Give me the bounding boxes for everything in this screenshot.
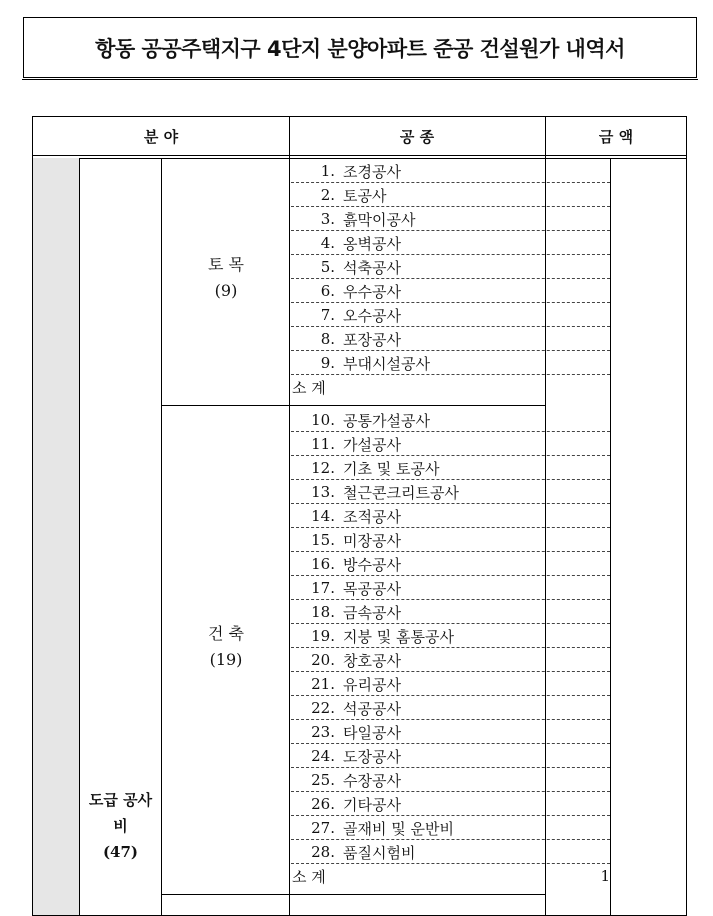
header-work-type: 공 종 <box>399 127 435 146</box>
item-number: 14. <box>311 507 335 525</box>
item-name: 수장공사 <box>343 771 401 790</box>
root-category-count: (47) <box>102 843 139 861</box>
subtotal-label: 소 계 <box>292 867 326 886</box>
item-number: 26. <box>311 795 335 813</box>
table-row <box>291 327 541 351</box>
group-name: 토 목 <box>208 255 244 274</box>
col-divider-amount-inner <box>610 158 611 915</box>
table-row <box>291 408 541 432</box>
table-row <box>291 456 541 480</box>
header-field: 분 야 <box>143 127 179 146</box>
header-amount: 금 액 <box>598 127 634 146</box>
root-category-line1: 도급 공사 <box>88 791 153 809</box>
item-name: 목공공사 <box>343 579 401 598</box>
table-row <box>291 576 541 600</box>
item-name: 조적공사 <box>343 507 401 526</box>
item-name: 미장공사 <box>343 531 401 550</box>
root-category-line2: 비 <box>113 817 128 835</box>
item-name: 흙막이공사 <box>343 210 416 229</box>
table-row <box>291 744 541 768</box>
item-number: 17. <box>311 579 335 597</box>
shaded-column <box>33 158 79 915</box>
table-row <box>291 792 541 816</box>
table-row <box>291 768 541 792</box>
group-count: (9) <box>214 281 238 300</box>
table-row <box>291 351 541 375</box>
item-name: 조경공사 <box>343 162 401 181</box>
header-divider <box>33 155 686 156</box>
title-box <box>23 17 697 78</box>
item-number: 13. <box>311 483 335 501</box>
item-name: 방수공사 <box>343 555 401 574</box>
item-name: 품질시험비 <box>343 843 416 862</box>
item-number: 1. <box>320 162 335 180</box>
item-number: 5. <box>320 258 335 276</box>
group-divider <box>161 405 545 406</box>
subtotal-amount <box>544 375 610 399</box>
root-category <box>79 787 162 865</box>
item-name: 금속공사 <box>343 603 401 622</box>
item-number: 20. <box>311 651 335 669</box>
item-name: 유리공사 <box>343 675 401 694</box>
item-name: 지붕 및 홈통공사 <box>343 627 454 646</box>
item-number: 18. <box>311 603 335 621</box>
item-number: 19. <box>311 627 335 645</box>
group-count: (19) <box>209 650 243 669</box>
table-row <box>291 480 541 504</box>
item-name: 포장공사 <box>343 330 401 349</box>
table-row <box>291 183 541 207</box>
item-number: 6. <box>320 282 335 300</box>
item-number: 25. <box>311 771 335 789</box>
item-name: 창호공사 <box>343 651 401 670</box>
table-row <box>291 648 541 672</box>
group-label <box>161 621 291 673</box>
item-number: 9. <box>320 354 335 372</box>
item-name: 가설공사 <box>343 435 401 454</box>
item-number: 22. <box>311 699 335 717</box>
item-name: 토공사 <box>343 186 387 205</box>
table-row <box>291 255 541 279</box>
item-name: 공통가설공사 <box>343 411 430 430</box>
item-number: 8. <box>320 330 335 348</box>
subtotal-label: 소 계 <box>292 378 326 397</box>
item-number: 11. <box>311 435 335 453</box>
item-name: 우수공사 <box>343 282 401 301</box>
col-divider-amount <box>545 117 546 915</box>
item-number: 2. <box>320 186 335 204</box>
item-number: 7. <box>320 306 335 324</box>
table-row <box>291 279 541 303</box>
item-number: 21. <box>311 675 335 693</box>
item-number: 28. <box>311 843 335 861</box>
item-number: 24. <box>311 747 335 765</box>
table-row <box>291 672 541 696</box>
table-row <box>291 624 541 648</box>
item-number: 27. <box>311 819 335 837</box>
cost-table <box>32 116 687 916</box>
subtotal-amount: 1 <box>600 867 610 885</box>
group-name: 건 축 <box>208 624 244 643</box>
table-row <box>291 600 541 624</box>
item-number: 12. <box>311 459 335 477</box>
item-number: 4. <box>320 234 335 252</box>
page-title: 항동 공공주택지구 4단지 분양아파트 준공 건설원가 내역서 <box>95 36 625 61</box>
item-name: 타일공사 <box>343 723 401 742</box>
item-number: 10. <box>311 411 335 429</box>
table-row <box>291 552 541 576</box>
item-name: 도장공사 <box>343 747 401 766</box>
item-name: 기초 및 토공사 <box>343 459 440 478</box>
item-number: 15. <box>311 531 335 549</box>
item-number: 16. <box>311 555 335 573</box>
item-name: 석축공사 <box>343 258 401 277</box>
table-row <box>291 504 541 528</box>
table-row <box>291 840 541 864</box>
item-name: 석공공사 <box>343 699 401 718</box>
table-row <box>291 303 541 327</box>
table-row <box>291 696 541 720</box>
table-row <box>291 432 541 456</box>
table-row <box>291 528 541 552</box>
item-name: 부대시설공사 <box>343 354 430 373</box>
item-name: 오수공사 <box>343 306 401 325</box>
table-row <box>291 207 541 231</box>
item-number: 3. <box>320 210 335 228</box>
table-row <box>291 159 541 183</box>
item-name: 골재비 및 운반비 <box>343 819 454 838</box>
item-name: 옹벽공사 <box>343 234 401 253</box>
table-row <box>291 231 541 255</box>
col-divider-work <box>289 117 290 915</box>
item-number: 23. <box>311 723 335 741</box>
item-name: 기타공사 <box>343 795 401 814</box>
table-row <box>291 816 541 840</box>
group-label <box>161 252 291 304</box>
item-name: 철근콘크리트공사 <box>343 483 459 502</box>
table-row <box>291 720 541 744</box>
